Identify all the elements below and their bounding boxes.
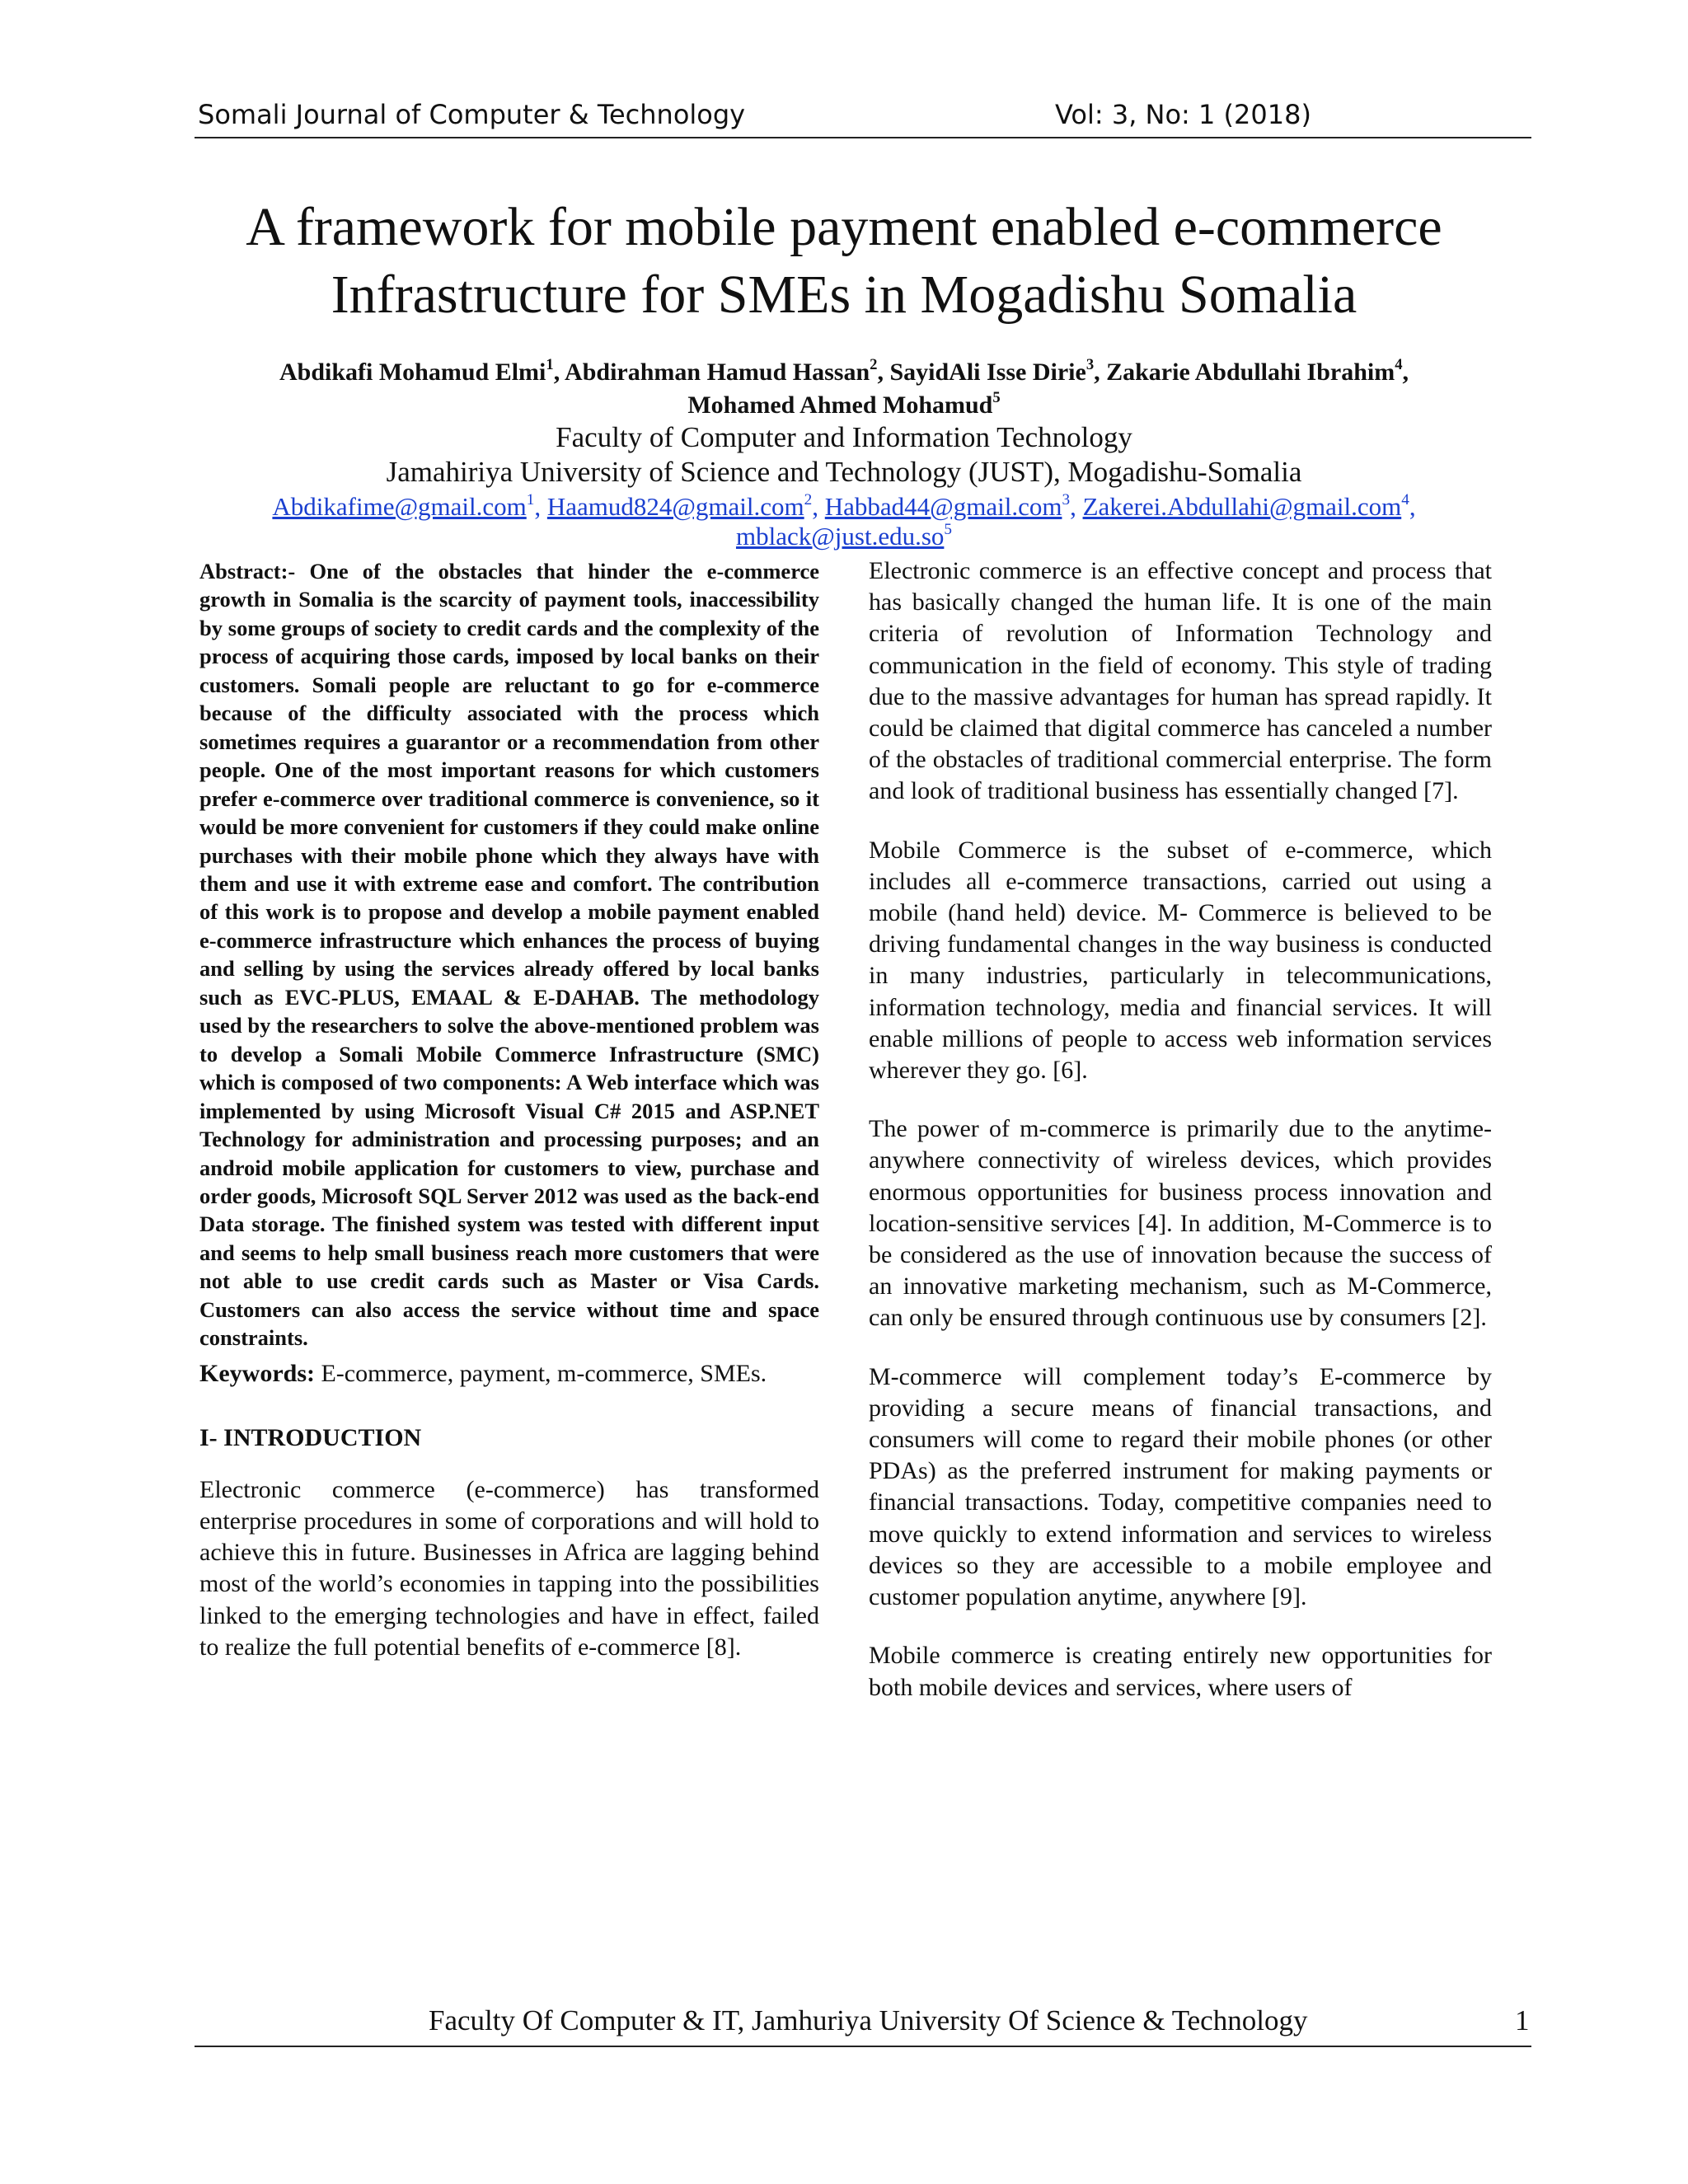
email-link[interactable]: Haamud824@gmail.com	[546, 492, 804, 521]
keywords-text: E-commerce, payment, m-commerce, SMEs.	[321, 1359, 767, 1387]
journal-name: Somali Journal of Computer & Technology	[198, 99, 746, 130]
email-link[interactable]: Habbad44@gmail.com	[824, 492, 1062, 521]
journal-volume: Vol: 3, No: 1 (2018)	[1055, 99, 1311, 130]
email-link[interactable]: Abdikafime@gmail.com	[272, 492, 527, 521]
author-affil-mark: 4	[1395, 356, 1403, 374]
keywords	[199, 1359, 819, 1389]
author-list: Abdikafi Mohamud Elmi$^1$, Abdirahman Hamud Hassan$^2$, SayidAli Isse Dirie$^3$, Zakarie Abdullahi Ibrahim$^4$,	[279, 356, 1409, 386]
email-list: Abdikafime@gmail.com$^1$, Haamud824@gmail.com$^2$, Habbad44@gmail.com$^3$, Zakerei.Abdullahi@gmail.com$^4$,	[272, 490, 1416, 521]
author-affil-mark: 1	[546, 356, 554, 374]
body-paragraph-1: Electronic commerce is an effective concept and process that has basically changed the human life. It is one of the main criteria of revolution of Information Technology and communication in the field of economy. This style of trading due to the massive advantages for human has spread rapidly. It could be claimed that digital commerce has canceled a number of the obstacles of traditional commercial enterprise. The form and look of traditional business has essentially changed [7].	[869, 557, 1492, 805]
header-rule	[195, 137, 1531, 138]
page-number: 1	[1515, 2004, 1530, 2036]
email-mark: 5	[944, 520, 952, 538]
author-affil-mark: 5	[992, 389, 1001, 407]
right-column	[869, 555, 1492, 1704]
body-paragraph-4: M-commerce will complement today’s E-commerce by providing a secure means of financial transactions, and consumers will come to regard their mobile phones (or other PDAs) as the preferred instrument for making payments or financial transactions. Today, competitive companies need to move quickly to extend information and services to wireless devices so they are accessible to a mobile employee and customer population anytime, anywhere [9].	[869, 1362, 1492, 1611]
paper-title-line-2: Infrastructure for SMEs in Mogadishu Somalia	[331, 265, 1357, 325]
author-name: Abdikafi Mohamud Elmi	[279, 359, 546, 386]
email-mark: 1	[526, 490, 535, 509]
body-paragraph-5: Mobile commerce is creating entirely new opportunities for both mobile devices and services, where users of	[869, 1642, 1492, 1701]
abstract-text: Abstract:- One of the obstacles that hinder the e-commerce growth in Somalia is the scarcity of payment tools, inaccessibility by some groups of society to credit cards and the complexity of the process of acquiring those cards, imposed by local banks on their customers. Somali people are reluctant to go for e-commerce because of the difficulty associated with the process which sometimes requires a guarantor or a recommendation from other people. One of the most important reasons for which customers prefer e-commerce over traditional commerce is convenience, so it would be more convenient for customers if they could make online purchases with their mobile phone which they always have with them and use it with extreme ease and comfort. The contribution of this work is to propose and develop a mobile payment enabled e-commerce infrastructure which enhances the process of buying and selling by using the services already offered by local banks such as EVC-PLUS, EMAAL & E-DAHAB. The methodology used by the researchers to solve the above-mentioned problem was to develop a Somali Mobile Commerce Infrastructure (SMC) which is composed of two components: A Web interface which was implemented by using Microsoft Visual C# 2015 and ASP.NET Technology for administration and processing purposes; and an android mobile application for customers to view, purchase and order goods, Microsoft SQL Server 2012 was used as the back-end Data storage. The finished system was tested with different input and seems to help small business reach more customers that were not able to use credit cards such as Master or Visa Cards. Customers can also access the service without time and space constraints.	[199, 559, 819, 1351]
email-mark: 2	[804, 490, 813, 509]
body-paragraph-2: Mobile Commerce is the subset of e-commerce, which includes all e-commerce transactions, carried out using a mobile (hand held) device. M- Commerce is believed to be driving fundamental changes in the way business is conducted in many industries, particularly in telecommunications, information technology, media and financial services. It will enable millions of people to access web information services wherever they go. [6].	[869, 836, 1492, 1085]
keywords-label: Keywords:	[199, 1359, 315, 1387]
author-name: SayidAli Isse Dirie	[889, 359, 1086, 386]
email-mark: 3	[1062, 490, 1071, 509]
email-mark: 4	[1401, 490, 1409, 509]
body-paragraph-3: The power of m-commerce is primarily due to the anytime-anywhere connectivity of wireless devices, which provides enormous opportunities for business process innovation and location-sensitive services [4]. In addition, M-Commerce is to be considered as the use of innovation because the success of an innovative marketing mechanism, such as M-Commerce, can only be ensured through continuous use by consumers [2].	[869, 1115, 1492, 1332]
author-affil-mark: 2	[870, 356, 878, 374]
intro-paragraph: Electronic commerce (e-commerce) has transformed enterprise procedures in some of corporations and will hold to achieve this in future. Businesses in Africa are lagging behind most of the world’s economies in tapping into the possibilities linked to the emerging technologies and have in effect, failed to realize the full potential benefits of e-commerce [8].	[199, 1475, 819, 1661]
affiliation-university: Jamahiriya University of Science and Technology (JUST), Mogadishu-Somalia	[386, 456, 1302, 488]
paper-title-line-1: A framework for mobile payment enabled e-commerce	[246, 197, 1442, 257]
email-link[interactable]: mblack@just.edu.so	[735, 522, 945, 551]
author-name: Mohamed Ahmed Mohamud	[687, 391, 993, 419]
footer-institution: Faculty Of Computer & IT, Jamhuriya University Of Science & Technology	[429, 2004, 1308, 2036]
footer-rule	[195, 2046, 1531, 2047]
author-name: Zakarie Abdullahi Ibrahim	[1106, 359, 1395, 386]
email-list-continued	[0, 521, 1688, 552]
section-heading-introduction: I- INTRODUCTION	[199, 1423, 422, 1451]
left-column	[199, 557, 819, 1663]
author-name: Abdirahman Hamud Hassan	[565, 359, 870, 386]
author-affil-mark: 3	[1085, 356, 1095, 374]
email-link[interactable]: Zakerei.Abdullahi@gmail.com	[1082, 492, 1402, 521]
author-list-continued	[0, 389, 1688, 422]
affiliation-faculty: Faculty of Computer and Information Technology	[556, 421, 1132, 453]
